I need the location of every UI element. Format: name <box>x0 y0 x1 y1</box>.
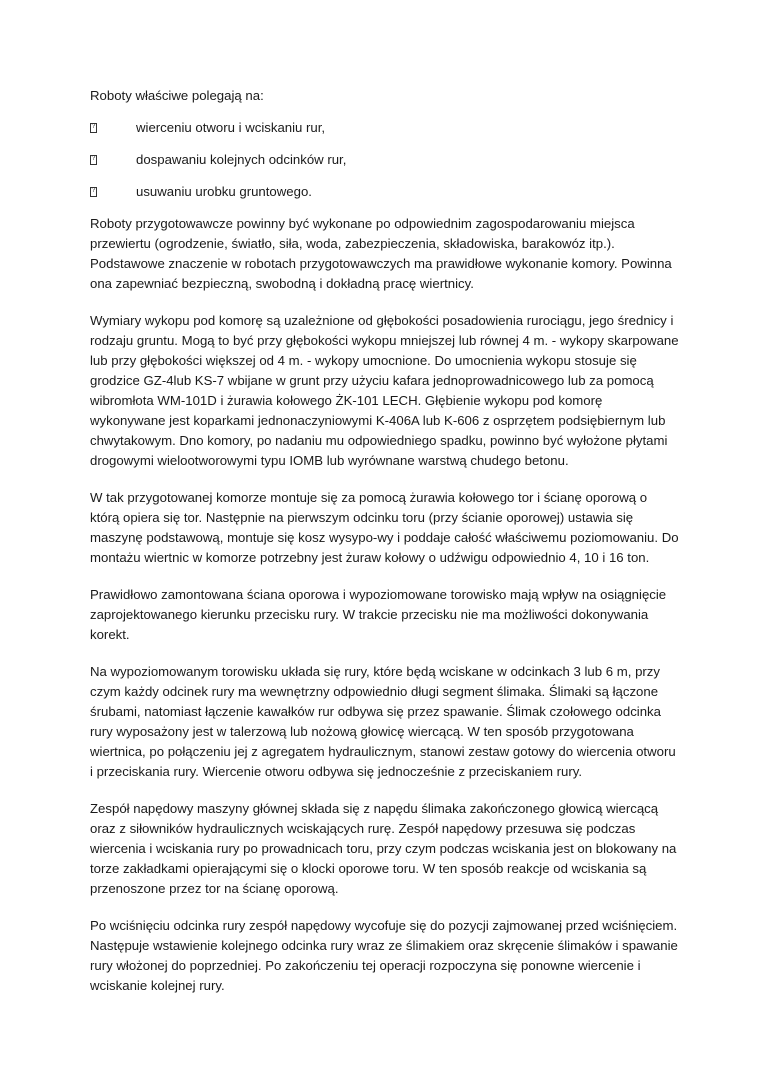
document-page <box>90 86 680 1013</box>
list-item-text: usuwaniu urobku gruntowego. <box>136 184 312 199</box>
missing-glyph-icon <box>90 118 136 138</box>
list-item-text: dospawaniu kolejnych odcinków rur, <box>136 152 347 167</box>
paragraph-pipe-laying: Na wypoziomowanym torowisku układa się rury, które będą wciskane w odcinkach 3 lub 6 m, przy czym każdy odcinek rury ma wewnętrzny odpowiednio długi segment ślimaka. Ślimaki są łączone śrubami, natomiast łączenie kawałków rur odbywa się przez spawanie. Ślimak czołowego odcinka rury wyposażony jest w talerzową lub nożową głowicę wiercącą. W ten sposób przygotowana wiertnica, po połączeniu jej z agregatem hydraulicznym, stanowi zestaw gotowy do wiercenia otworu i przeciskania rury. Wiercenie otworu odbywa się jednocześnie z przeciskaniem rury. <box>90 664 676 779</box>
paragraph-retaining-wall: Prawidłowo zamontowana ściana oporowa i wypoziomowane torowisko mają wpływ na osiągnięcie zaprojektowanego kierunku przecisku rury. W trakcie przecisku nie ma możliwości dokonywania korekt. <box>90 587 667 642</box>
paragraph-drive-unit: Zespół napędowy maszyny głównej składa się z napędu ślimaka zakończonego głowicą wiercącą oraz z siłowników hydraulicznych wciskających rurę. Zespół napędowy przesuwa się podczas wiercenia i wciskania rury po prowadnicach toru, przy czym podczas wciskania jest on blokowany na torze zakładkami opierającymi się o klocki oporowe toru. W ten sposób reakcje od wciskania są przenoszone przez tor na ścianę oporową. <box>90 801 677 896</box>
paragraph-excavation-dimensions: Wymiary wykopu pod komorę są uzależnione od głębokości posadowienia rurociągu, jego średnicy i rodzaju gruntu. Mogą to być przy głębokości wykopu mniejszej lub równej 4 m. - wykopy skarpowane lub przy głębokości większej od 4 m. - wykopy umocnione. Do umocnienia wykopu stosuje się grodzice GZ-4lub KS-7 wbijane w grunt przy użyciu kafara jednoprowadnicowego lub za pomocą wibromłota WM-101D i żurawia kołowego ŻK-101 LECH. Głębienie wykopu pod komorę wykonywane jest koparkami jednonaczyniowymi K-406A lub K-606 z osprzętem podsiębiernym lub chwytakowym. Dno komory, po nadaniu mu odpowiedniego spadku, powinno być wyłożone płytami drogowymi wielootworowymi typu IOMB lub wyrównane warstwą chudego betonu. <box>90 313 679 468</box>
paragraph-next-pipe: Po wciśnięciu odcinka rury zespół napędowy wycofuje się do pozycji zajmowanej przed wciśnięciem. Następuje wstawienie kolejnego odcinka rury wraz ze ślimakiem oraz skręcenie ślimaków i spawanie rury włożonej do poprzedniej. Po zakończeniu tej operacji rozpoczyna się ponowne wiercenie i wciskanie kolejnej rury. <box>90 918 678 993</box>
missing-glyph-icon <box>90 182 136 202</box>
list-item-text: wierceniu otworu i wciskaniu rur, <box>136 120 326 135</box>
list-item <box>90 182 680 202</box>
bullet-list <box>90 118 680 202</box>
list-item <box>90 150 680 170</box>
paragraph-preparatory-works: Roboty przygotowawcze powinny być wykonane po odpowiednim zagospodarowaniu miejsca przewiertu (ogrodzenie, światło, siła, woda, zabezpieczenia, składowiska, barakowóz itp.). Podstawowe znaczenie w robotach przygotowawczych ma prawidłowe wykonanie komory. Powinna ona zapewniać bezpieczną, swobodną i dokładną pracę wiertnicy. <box>90 216 672 291</box>
list-item <box>90 118 680 138</box>
missing-glyph-icon <box>90 150 136 170</box>
paragraph-chamber-assembly: W tak przygotowanej komorze montuje się za pomocą żurawia kołowego tor i ścianę oporową o którą opiera się tor. Następnie na pierwszym odcinku toru (przy ścianie oporowej) ustawia się maszynę podstawową, montuje się kosz wysypo-wy i poddaje całość właściwemu poziomowaniu. Do montażu wiertnic w komorze potrzebny jest żuraw kołowy o udźwigu odpowiednio 4, 10 i 16 ton. <box>90 490 679 565</box>
intro-text: Roboty właściwe polegają na: <box>90 88 264 103</box>
